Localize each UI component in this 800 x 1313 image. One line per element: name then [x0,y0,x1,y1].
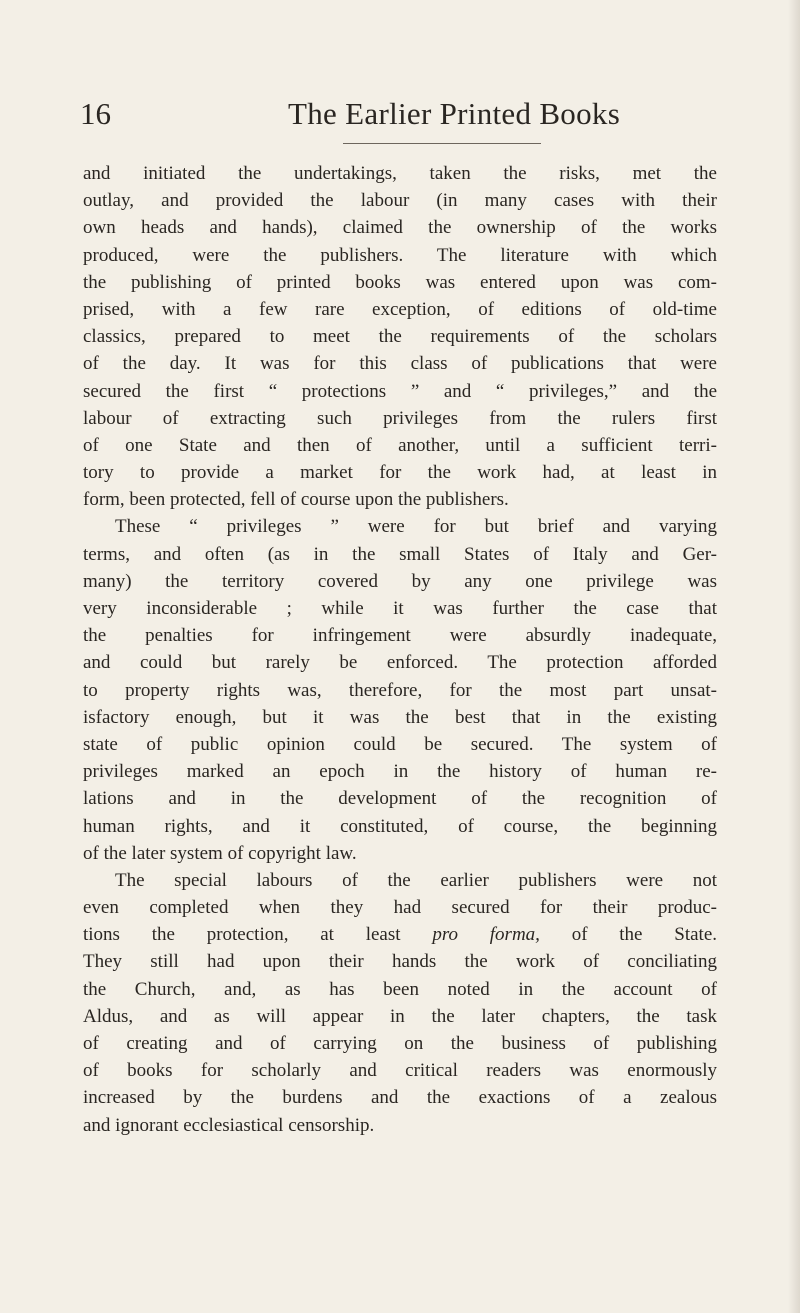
text-line: and initiated the undertakings, taken the risks, met the [83,163,717,184]
text-line: state of public opinion could be secured. The system of [83,733,717,755]
text-line: of one State and then of another, until a sufficient terri- [83,434,717,456]
text-segment: of the State. [539,924,717,946]
page-edge-shadow [788,0,800,1313]
text-line: to property rights was, therefore, for the most part unsat- [83,679,717,701]
text-line: tory to provide a market for the work had, at least in [83,462,717,484]
text-line: These “ privileges ” were for but brief and varying [115,516,717,538]
text-line: Aldus, and as will appear in the later chapters, the task [83,1005,717,1027]
italic-phrase: pro forma, [432,924,540,946]
text-line: isfactory enough, but it was the best that in the existing [83,706,717,728]
text-line: the publishing of printed books was entered upon was com- [83,271,717,293]
text-line: lations and in the development of the recognition of [83,788,717,810]
text-line: own heads and hands), claimed the ownership of the works [83,217,717,239]
text-line: many) the territory covered by any one privilege was [83,570,717,592]
text-line: labour of extracting such privileges from the rulers first [83,407,717,429]
text-line: and could but rarely be enforced. The protection afforded [83,652,717,674]
text-line: the penalties for infringement were absurdly inadequate, [83,625,717,647]
text-line-with-italic [83,921,717,948]
text-line: the Church, and, as has been noted in the account of [83,978,717,1000]
text-line: and ignorant ecclesiastical censorship. [83,1114,375,1136]
running-title: The Earlier Printed Books [288,96,621,131]
text-segment: tions the protection, at least [83,924,433,946]
text-line: prised, with a few rare exception, of editions of old-time [83,298,717,320]
text-line: of the later system of copyright law. [83,842,357,864]
text-line: form, been protected, fell of course upon the publishers. [83,489,509,511]
text-line: of creating and of carrying on the business of publishing [83,1033,717,1054]
text-line: The special labours of the earlier publishers were not [115,869,717,891]
header-rule [343,143,541,144]
text-line: very inconsiderable ; while it was further the case that [83,598,717,619]
body-text [83,160,717,1139]
page-number: 16 [80,96,111,131]
text-line: of the day. It was for this class of publications that were [83,353,717,375]
text-line: increased by the burdens and the exactions of a zealous [83,1087,717,1109]
text-line: They still had upon their hands the work of conciliating [83,951,717,973]
text-line: privileges marked an epoch in the history of human re- [83,761,717,783]
text-line: terms, and often (as in the small States of Italy and Ger- [83,543,717,565]
text-line: outlay, and provided the labour (in many cases with their [83,190,717,212]
text-line: produced, were the publishers. The literature with which [83,244,717,266]
text-line: even completed when they had secured for their produc- [83,897,717,919]
text-line: of books for scholarly and critical readers was enormously [83,1060,717,1082]
text-line: secured the first “ protections ” and “ privileges,” and the [83,380,717,402]
text-line: classics, prepared to meet the requirements of the scholars [83,326,717,348]
text-line: human rights, and it constituted, of course, the beginning [83,815,717,837]
page-header [80,94,720,138]
